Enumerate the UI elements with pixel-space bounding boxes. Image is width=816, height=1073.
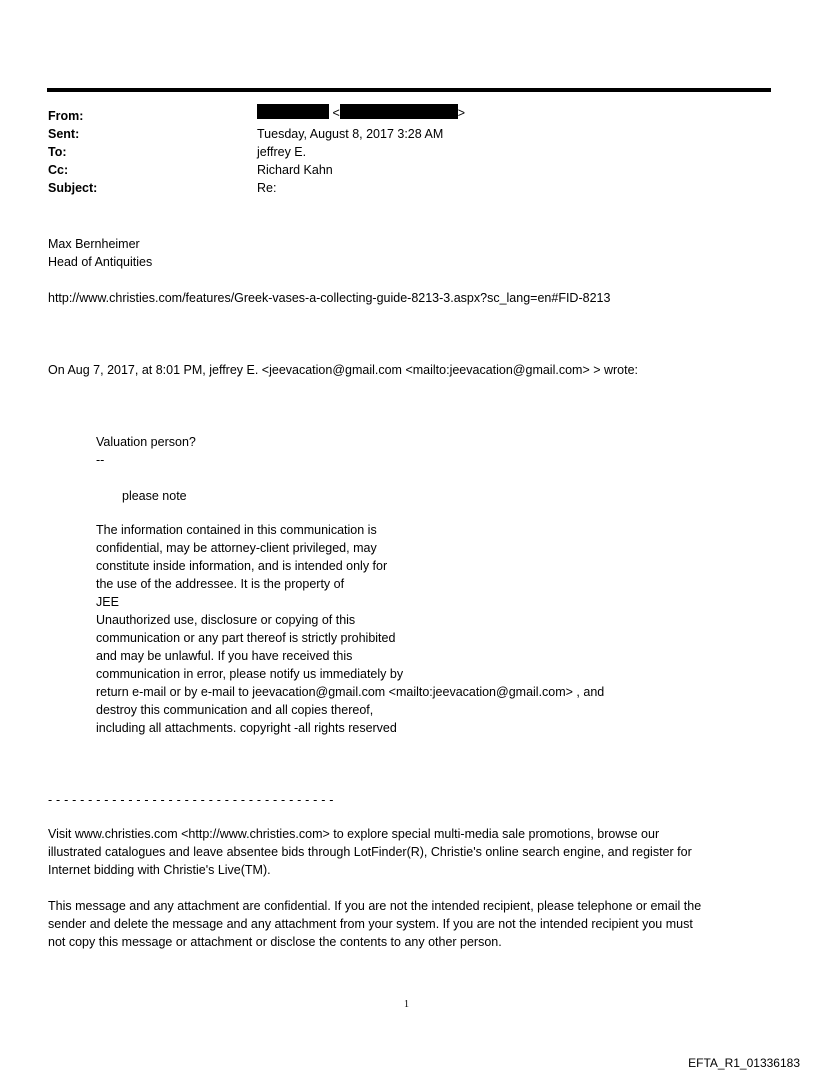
disclaimer-line: destroy this communication and all copies thereof, [96,703,374,717]
from-gt: > [457,106,466,120]
disclaimer-line: including all attachments. copyright -all rights reserved [96,721,397,735]
disclaimer-line: Unauthorized use, disclosure or copying of this [96,613,356,627]
from-label: From: [48,109,84,123]
document-id: EFTA_R1_01336183 [688,1056,800,1070]
sent-label: Sent: [48,127,80,141]
header-rule [47,88,771,92]
page-number: 1 [404,999,409,1010]
visit-line: illustrated catalogues and leave absentee bids through LotFinder(R), Christie's online search engine, and register for [48,845,692,859]
confidential-line: sender and delete the message and any attachment from your system. If you are not the intended recipient you must [48,917,693,931]
disclaimer-line: JEE [96,595,119,609]
quoted-question: Valuation person? [96,435,196,449]
confidential-line: This message and any attachment are confidential. If you are not the intended recipient, please telephone or email the [48,899,702,913]
disclaimer-line: constitute inside information, and is intended only for [96,559,388,573]
disclaimer-line: communication or any part thereof is strictly prohibited [96,631,396,645]
cc-label: Cc: [48,163,69,177]
sent-value: Tuesday, August 8, 2017 3:28 AM [257,127,444,141]
redacted-sender-name [257,104,329,119]
disclaimer-line: and may be unlawful. If you have received this [96,649,353,663]
cc-value: Richard Kahn [257,163,333,177]
visit-line: Internet bidding with Christie's Live(TM). [48,863,271,877]
to-value: jeffrey E. [257,145,307,159]
wrote-line: On Aug 7, 2017, at 8:01 PM, jeffrey E. <jeevacation@gmail.com <mailto:jeevacation@gmail.com> > wrote: [48,363,639,377]
subject-value: Re: [257,181,277,195]
to-label: To: [48,145,67,159]
disclaimer-block [96,521,604,737]
signature-name: Max Bernheimer [48,237,140,251]
disclaimer-line: return e-mail or by e-mail to jeevacation@gmail.com <mailto:jeevacation@gmail.com> , and [96,685,605,699]
confidential-line: not copy this message or attachment or disclose the contents to any other person. [48,935,502,949]
redacted-sender-email [340,104,458,119]
visit-line: Visit www.christies.com <http://www.christies.com> to explore special multi-media sale promotions, browse our [48,827,660,841]
from-lt: < [332,106,340,120]
separator-line: - - - - - - - - - - - - - - - - - - - - - - - - - - - - - - - - - - - - [48,793,334,807]
please-note: please note [122,489,187,503]
subject-label: Subject: [48,181,98,195]
quoted-dashes: -- [96,453,105,467]
visit-paragraph [48,825,692,879]
disclaimer-line: confidential, may be attorney-client privileged, may [96,541,377,555]
confidential-paragraph [48,897,701,951]
article-link[interactable]: http://www.christies.com/features/Greek-vases-a-collecting-guide-8213-3.aspx?sc_lang=en#FID-8213 [48,291,611,305]
disclaimer-line: The information contained in this communication is [96,523,377,537]
from-value [257,104,465,122]
disclaimer-line: communication in error, please notify us immediately by [96,667,404,681]
signature-title: Head of Antiquities [48,255,153,269]
disclaimer-line: the use of the addressee. It is the property of [96,577,345,591]
